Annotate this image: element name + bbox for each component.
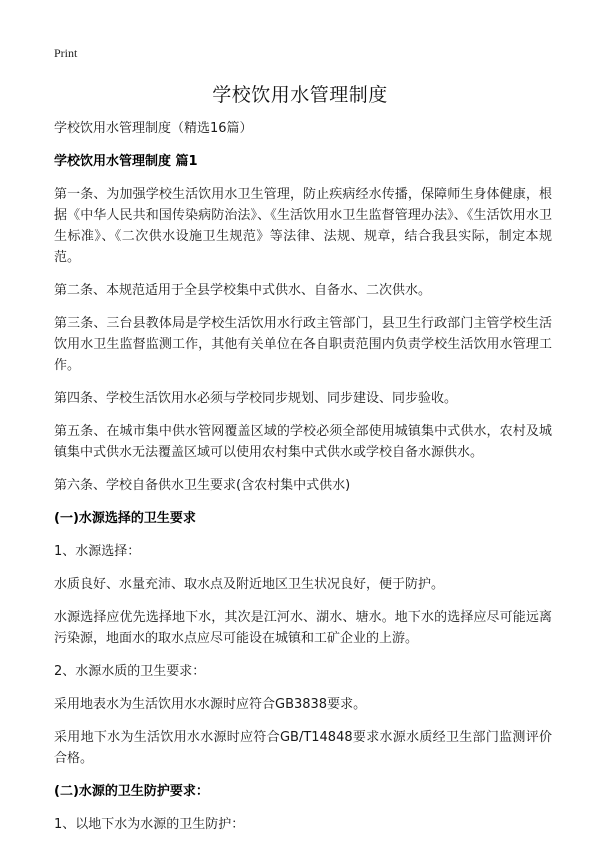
- print-label: Print: [54, 46, 78, 60]
- document-subtitle: 学校饮用水管理制度（精选16篇）: [54, 121, 253, 136]
- subsection-heading: (二)水源的卫生防护要求：: [54, 784, 209, 799]
- list-item-heading: 1、以地下水为水源的卫生防护：: [54, 817, 245, 832]
- body-paragraph: 水质良好、水量充沛、取水点及附近地区卫生状况良好，便于防护。: [54, 577, 445, 592]
- subsection-heading: (一)水源选择的卫生要求: [54, 511, 196, 526]
- body-paragraph: 采用地下水为生活饮用水水源时应符合GB/T14848要求水源水质经卫生部门监测评价合格。: [54, 730, 552, 766]
- body-paragraph: 水源选择应优先选择地下水，其次是江河水、湖水、塘水。地下水的选择应尽可能远离污染源，地面水的取水点应尽可能设在城镇和工矿企业的上游。: [54, 610, 552, 646]
- list-item-heading: 1、水源选择：: [54, 544, 141, 559]
- article-paragraph: 第五条、在城市集中供水管网覆盖区域的学校必须全部使用城镇集中式供水，农村及城镇集中式供水无法覆盖区域可以使用农村集中式供水或学校自备水源供水。: [54, 424, 552, 460]
- article-paragraph: 第二条、本规范适用于全县学校集中式供水、自备水、二次供水。: [54, 283, 432, 298]
- article-paragraph: 第一条、为加强学校生活饮用水卫生管理，防止疾病经水传播，保障师生身体健康，根据《中华人民共和国传染病防治法》、《生活饮用水卫生监督管理办法》、《生活饮用水卫生标准》、《二次供水设施卫生规范》等法律、法规、规章，结合我县实际，制定本规范。: [54, 187, 552, 265]
- body-paragraph: 采用地表水为生活饮用水水源时应符合GB3838要求。: [54, 697, 367, 712]
- article-paragraph: 第六条、学校自备供水卫生要求(含农村集中式供水): [54, 478, 351, 493]
- article-paragraph: 第三条、三台县教体局是学校生活饮用水行政主管部门，县卫生行政部门主管学校生活饮用水卫生监督监测工作，其他有关单位在各自职责范围内负责学校生活饮用水管理工作。: [54, 316, 552, 373]
- list-item-heading: 2、水源水质的卫生要求：: [54, 664, 206, 679]
- article-paragraph: 第四条、学校生活饮用水必须与学校同步规划、同步建设、同步验收。: [54, 391, 458, 406]
- document-title: 学校饮用水管理制度: [212, 84, 388, 106]
- document-body: [54, 118, 552, 847]
- section-heading: 学校饮用水管理制度 篇1: [54, 154, 198, 169]
